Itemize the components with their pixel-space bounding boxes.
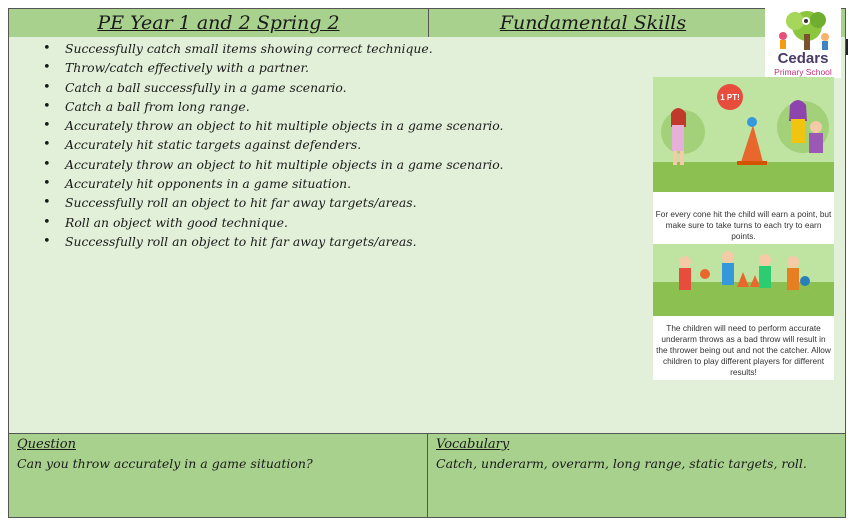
logo-subtitle: Primary School (774, 67, 832, 77)
skills-list (31, 39, 503, 251)
list-item: • Accurately hit opponents in a game situation. (31, 174, 503, 193)
question-heading: Question (17, 437, 76, 452)
list-item: • Catch a ball from long range. (31, 97, 503, 116)
topic-title: Fundamental Skills (499, 12, 687, 34)
list-item: • Catch a ball successfully in a game scenario. (31, 78, 503, 97)
text-cursor (846, 39, 848, 55)
footer-row (8, 433, 846, 518)
point-badge: 1 PT! (720, 93, 740, 102)
poster-caption-bottom: The children will need to perform accurate underarm throws as a bad throw will result in the thrower being out and not the catcher. Allow children to play different players for different results! (656, 323, 831, 377)
list-item: • Successfully roll an object to hit far away targets/areas. (31, 232, 503, 251)
vocabulary-heading: Vocabulary (436, 437, 510, 452)
school-logo (765, 6, 841, 78)
header-row (8, 8, 846, 38)
poster-caption-top: For every cone hit the child will earn a point, but make sure to take turns to each try to earn points. (655, 209, 832, 241)
list-item: • Successfully roll an object to hit far away targets/areas. (31, 193, 503, 212)
activity-poster (653, 77, 834, 380)
tree-logo-icon (765, 6, 841, 52)
question-cell (9, 434, 428, 517)
list-item: • Roll an object with good technique. (31, 213, 503, 232)
list-item: • Throw/catch effectively with a partner. (31, 58, 503, 77)
list-item: • Accurately throw an object to hit multiple objects in a game scenario. (31, 155, 503, 174)
vocabulary-cell (428, 434, 845, 517)
logo-name: Cedars (777, 50, 829, 67)
page-title: PE Year 1 and 2 Spring 2 (9, 9, 429, 37)
vocabulary-text: Catch, underarm, overarm, long range, static targets, roll. (436, 456, 807, 471)
list-item: • Accurately hit static targets against defenders. (31, 135, 503, 154)
list-item: • Successfully catch small items showing correct technique. (31, 39, 503, 58)
question-text: Can you throw accurately in a game situation? (17, 456, 313, 471)
list-item: • Accurately throw an object to hit multiple objects in a game scenario. (31, 116, 503, 135)
